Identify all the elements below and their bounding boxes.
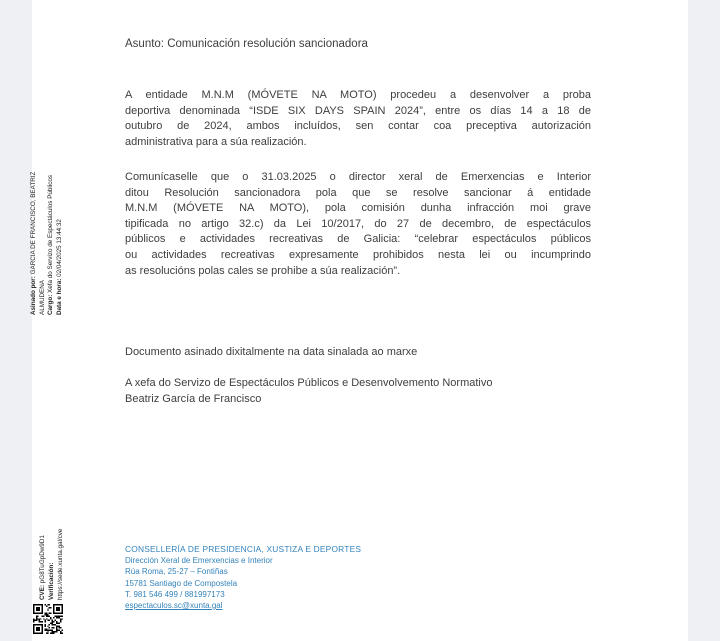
paragraph-line: A entidade M.N.M (MÓVETE NA MOTO) procedeu a desenvolver a proba: [125, 89, 591, 101]
margin-cve-text: [38, 490, 64, 600]
paragraph-line: tipificada no artigo 32.c) da Lei 10/2017, do 27 de decembro, de espectáculos: [125, 217, 591, 230]
subject-line: Asunto: Comunicación resolución sancionadora: [125, 38, 368, 50]
margin-line: CVE: pG8TuGpDw9D1: [39, 535, 46, 600]
signer-block: [125, 376, 492, 407]
footer-line: T. 981 546 499 / 881997173: [125, 589, 225, 599]
margin-line: Data e hora: 02/04/2025 13:44:32: [55, 219, 63, 315]
letter-page: [32, 0, 688, 641]
margin-line: ALMUDENA: [38, 280, 46, 315]
body-paragraph-2: [125, 170, 591, 279]
footer-email-link[interactable]: espectaculos.sc@xunta.gal: [125, 601, 223, 611]
margin-line: Cargo: Xefa do Servizo de Espectáculos Públicos: [47, 174, 54, 315]
paragraph-line: deportiva denominada “ISDE SIX DAYS SPAIN 2024”, entre os días 14 a 18 de: [125, 104, 591, 117]
footer-address-block: [125, 544, 361, 611]
footer-line: Dirección Xeral de Emerxencias e Interior: [125, 556, 273, 566]
body-paragraph-1: [125, 88, 591, 150]
footer-line: Rúa Roma, 25-27 – Fontiñas: [125, 567, 228, 577]
footer-line: CONSELLERÍA DE PRESIDENCIA, XUSTIZA E DEPORTES: [125, 544, 362, 554]
margin-line: Verificación: https://sede.xunta.gal/cve: [48, 528, 64, 600]
qr-code: [33, 604, 63, 634]
paragraph-line: ditou Resolución sancionadora pola que se resolve sancionar á entidade: [125, 186, 591, 199]
footer-line: 15781 Santiago de Compostela: [125, 578, 238, 588]
paragraph-line: Comunícaselle que o 31.03.2025 o director xeral de Emerxencias e Interior: [125, 171, 591, 183]
signer-title: A xefa do Servizo de Espectáculos Públicos e Desenvolvemento Normativo: [125, 377, 493, 389]
footer-lines: [125, 544, 361, 600]
paragraph-line: administrativa para a súa realización.: [125, 135, 307, 148]
paragraph-line: as resolucións polas cales se prohibe a súa realización”.: [125, 264, 401, 277]
paragraph-line: M.N.M (MÓVETE NA MOTO), pola comisión dunha infracción moi grave: [125, 202, 591, 215]
digital-signature-note: Documento asinado dixitalmente na data sinalada ao marxe: [125, 346, 418, 358]
paragraph-line: ou actividades recreativas expresamente prohibidos nesta lei ou incumprindo: [125, 248, 591, 261]
margin-line: Asinado por: GARCIA DE FRANCISCO, BEATRIZ: [30, 171, 37, 315]
margin-signature-text: [30, 155, 64, 315]
signer-name: Beatriz García de Francisco: [125, 392, 262, 405]
paragraph-line: públicos e actividades recreativas de Galicia: “celebrar espectáculos públicos: [125, 233, 591, 246]
paragraph-line: outubro de 2024, ambos incluídos, sen contar coa preceptiva autorización: [125, 120, 591, 133]
